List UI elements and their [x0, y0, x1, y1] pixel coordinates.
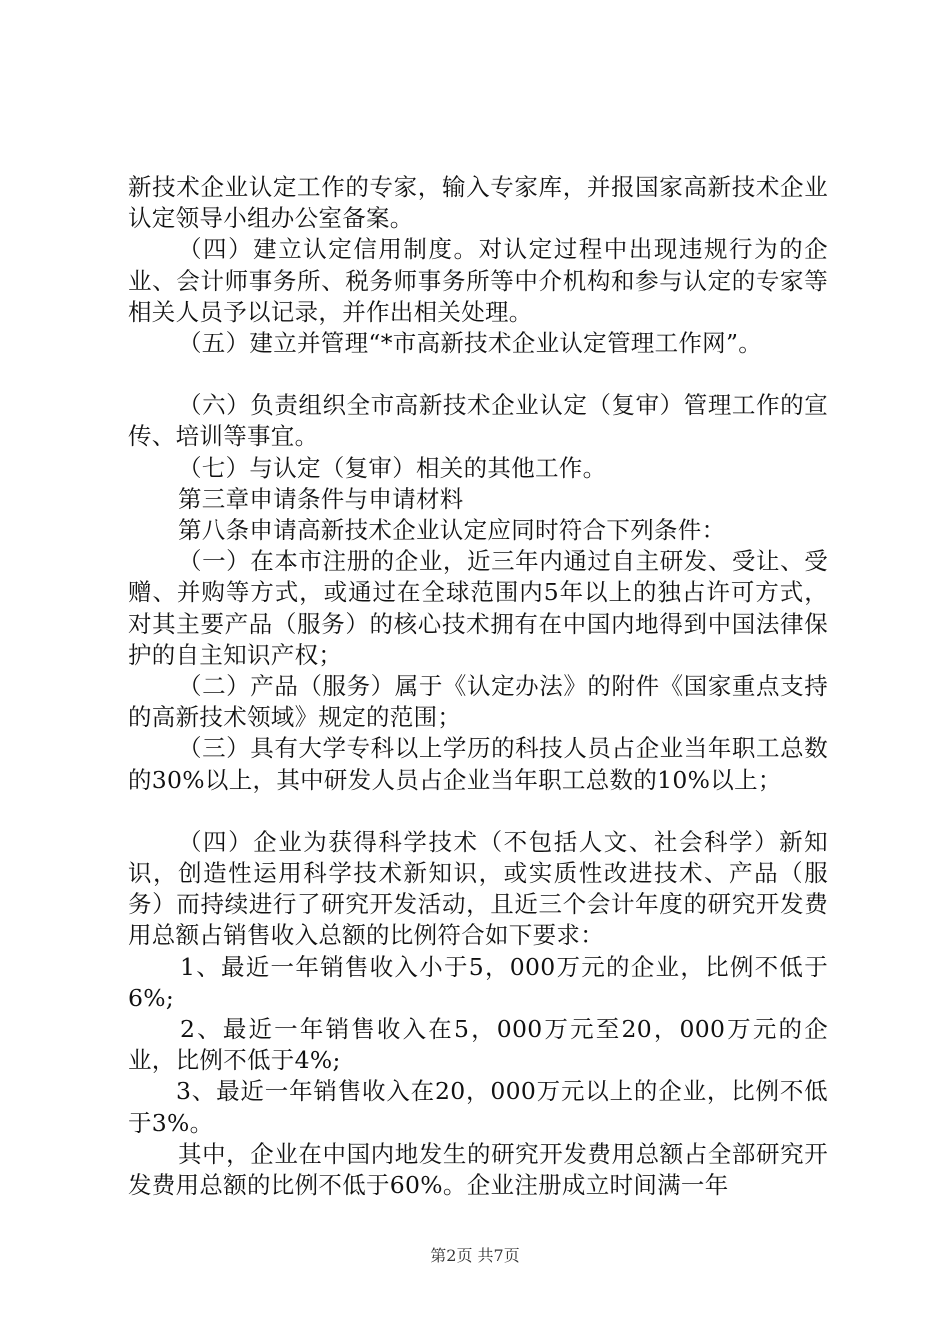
- requirement-item-2: 2、最近一年销售收入在5，000万元至20，000万元的企业，比例不低于4%;: [128, 1015, 828, 1075]
- condition-three: （三）具有大学专科以上学历的科技人员占企业当年职工总数的30%以上，其中研发人员占企业当年职工总数的10%以上；: [128, 734, 828, 794]
- document-body: [128, 172, 828, 1201]
- paragraph-domestic-rd-ratio: 其中，企业在中国内地发生的研究开发费用总额占全部研究开发费用总额的比例不低于60%。企业注册成立时间满一年: [128, 1139, 828, 1200]
- condition-four: （四）企业为获得科学技术（不包括人文、社会科学）新知识，创造性运用科学技术新知识，或实质性改进技术、产品（服务）而持续进行了研究开发活动，且近三个会计年度的研究开发费用总额占销售收入总额的比例符合如下要求：: [128, 827, 828, 950]
- condition-two: （二）产品（服务）属于《认定办法》的附件《国家重点支持的高新技术领域》规定的范围；: [128, 672, 828, 732]
- paragraph-credit-system: （四）建立认定信用制度。对认定过程中出现违规行为的企业、会计师事务所、税务师事务所等中介机构和参与认定的专家等相关人员予以记录，并作出相关处理。: [128, 235, 828, 326]
- requirement-item-1: 1、最近一年销售收入小于5，000万元的企业，比例不低于6%;: [128, 952, 828, 1012]
- paragraph-management-website: （五）建立并管理“*市高新技术企业认定管理工作网”。: [178, 329, 763, 358]
- paragraph-other-work: （七）与认定（复审）相关的其他工作。: [178, 453, 607, 482]
- chapter-three-heading: 第三章申请条件与申请材料: [178, 484, 464, 513]
- condition-one: （一）在本市注册的企业，近三年内通过自主研发、受让、受赠、并购等方式，或通过在全球范围内5年以上的独占许可方式，对其主要产品（服务）的核心技术拥有在中国内地得到中国法律保护的自主知识产权；: [128, 547, 828, 669]
- page-number-footer: 第2页 共7页: [430, 1246, 520, 1265]
- paragraph-expert-filing: 新技术企业认定工作的专家，输入专家库，并报国家高新技术企业认定领导小组办公室备案。: [128, 173, 828, 233]
- requirement-item-3: 3、最近一年销售收入在20，000万元以上的企业，比例不低于3%。: [128, 1077, 828, 1137]
- paragraph-publicity-training: （六）负责组织全市高新技术企业认定（复审）管理工作的宣传、培训等事宜。: [128, 391, 828, 451]
- article-eight-heading: 第八条申请高新技术企业认定应同时符合下列条件：: [178, 516, 726, 545]
